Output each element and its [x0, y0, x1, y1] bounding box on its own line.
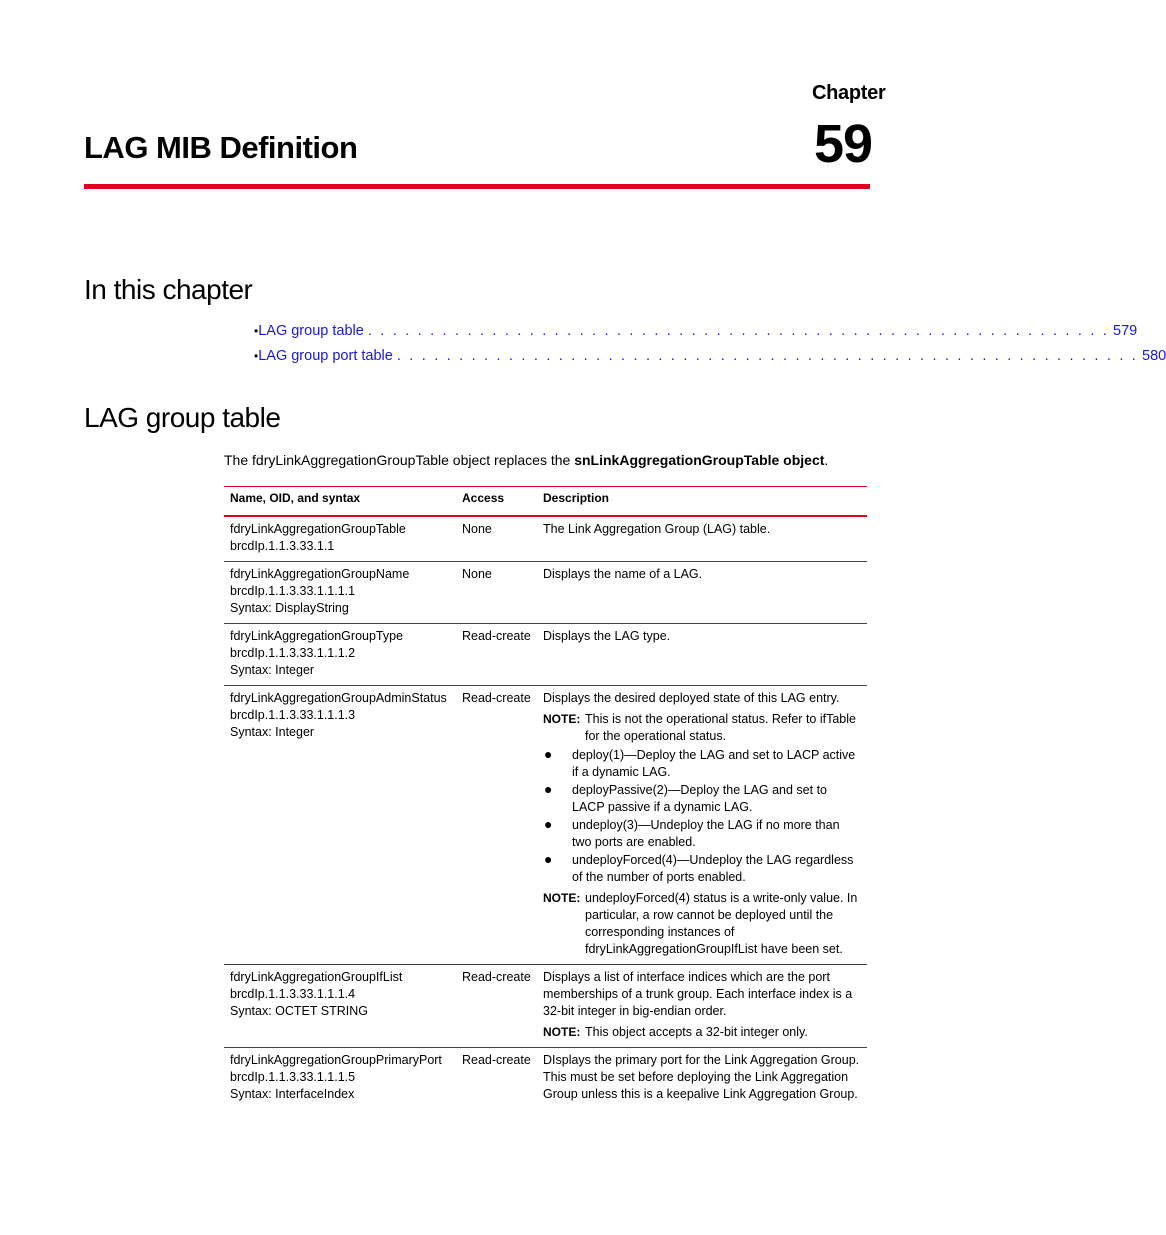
toc-item-label[interactable]: LAG group table [258, 323, 364, 339]
cell-description [537, 624, 867, 686]
bullet-icon: ● [544, 816, 553, 832]
cell-description [537, 516, 867, 562]
bullet-icon: • [254, 349, 259, 363]
intro-text-end: . [824, 452, 829, 468]
column-header-access: Access [456, 487, 537, 517]
toc-item-page[interactable]: 579 [1113, 323, 1138, 339]
chapter-rule [84, 184, 870, 189]
object-oid: brcdIp.1.1.3.33.1.1.1.2 [230, 646, 356, 660]
object-syntax: Syntax: DisplayString [230, 601, 349, 615]
object-syntax: Syntax: Integer [230, 663, 315, 677]
cell-access: Read-create [462, 1053, 531, 1067]
toc-leader: . . . . . . . . . . . . . . . . . . . . . . . . . . . . . . . . . . . . . . . . . . . . . . . . . . . . . . . . . . . . [367, 323, 1110, 339]
object-syntax: Syntax: InterfaceIndex [230, 1087, 355, 1101]
column-header-name: Name, OID, and syntax [224, 487, 456, 517]
description-text: Displays the name of a LAG. [543, 567, 703, 581]
object-name: fdryLinkAggregationGroupIfList [230, 970, 403, 984]
table-row [224, 1048, 867, 1110]
list-item-text: undeployForced(4)—Undeploy the LAG regardless of the number of ports enabled. [572, 853, 854, 884]
cell-name [224, 686, 456, 965]
cell-name [224, 516, 456, 562]
list-item [543, 852, 861, 886]
note [543, 1024, 861, 1041]
bullet-icon: ● [544, 851, 553, 867]
cell-description [537, 1048, 867, 1110]
toc-item-page[interactable]: 580 [1142, 348, 1166, 364]
description-text: Displays the LAG type. [543, 629, 671, 643]
list-item [543, 817, 861, 851]
cell-name [224, 1048, 456, 1110]
bullet-icon: ● [544, 746, 553, 762]
list-item-text: deploy(1)—Deploy the LAG and set to LACP active if a dynamic LAG. [572, 748, 856, 779]
object-name: fdryLinkAggregationGroupType [230, 629, 404, 643]
list-item-text: undeploy(3)—Undeploy the LAG if no more than two ports are enabled. [572, 818, 840, 849]
object-name: fdryLinkAggregationGroupName [230, 567, 410, 581]
object-syntax: Syntax: OCTET STRING [230, 1004, 368, 1018]
description-text: Displays a list of interface indices which are the port memberships of a trunk group. Each interface index is a 32-bit integer in big-endian order. [543, 970, 853, 1018]
note-text: This is not the operational status. Refer to ifTable for the operational status. [585, 712, 856, 743]
note [543, 890, 861, 958]
note-text: undeployForced(4) status is a write-only value. In particular, a row cannot be deployed until the corresponding instances of fdryLinkAggregationGroupIfList have been set. [585, 891, 858, 956]
object-name: fdryLinkAggregationGroupPrimaryPort [230, 1053, 442, 1067]
note [543, 711, 861, 745]
description-text: The Link Aggregation Group (LAG) table. [543, 522, 771, 536]
table-header-row [224, 487, 867, 517]
object-name: fdryLinkAggregationGroupTable [230, 522, 406, 536]
list-item [543, 782, 861, 816]
object-oid: brcdIp.1.1.3.33.1.1.1.3 [230, 708, 356, 722]
bullet-icon: ● [544, 781, 553, 797]
chapter-title: LAG MIB Definition [84, 130, 358, 165]
cell-name [224, 624, 456, 686]
intro-text: The fdryLinkAggregationGroupTable object replaces the [224, 452, 575, 468]
table-row [224, 965, 867, 1048]
toc-leader: . . . . . . . . . . . . . . . . . . . . . . . . . . . . . . . . . . . . . . . . . . . . . . . . . . . . . . . . . . . . [396, 348, 1139, 364]
table-row [224, 516, 867, 562]
note-text: This object accepts a 32-bit integer only. [585, 1025, 808, 1039]
cell-name [224, 562, 456, 624]
list-item [543, 747, 861, 781]
object-syntax: Syntax: Integer [230, 725, 315, 739]
note-label: NOTE: [543, 1025, 581, 1039]
intro-paragraph [224, 452, 828, 468]
bullet-icon: • [254, 324, 259, 338]
object-oid: brcdIp.1.1.3.33.1.1.1.4 [230, 987, 356, 1001]
cell-description [537, 562, 867, 624]
table-row [224, 686, 867, 965]
cell-access: Read-create [456, 686, 537, 965]
cell-description [537, 686, 867, 965]
cell-access: None [456, 516, 537, 562]
object-oid: brcdIp.1.1.3.33.1.1.1.1 [230, 584, 356, 598]
cell-name [224, 965, 456, 1048]
description-text: Displays the desired deployed state of this LAG entry. [543, 691, 840, 705]
object-oid: brcdIp.1.1.3.33.1.1.1.5 [230, 1070, 356, 1084]
section-heading: LAG group table [84, 402, 281, 433]
list-item-text: deployPassive(2)—Deploy the LAG and set to LACP passive if a dynamic LAG. [572, 783, 827, 814]
toc-heading: In this chapter [84, 274, 253, 305]
cell-access: Read-create [456, 965, 537, 1048]
cell-description [537, 965, 867, 1048]
intro-bold-object: snLinkAggregationGroupTable object [574, 452, 825, 468]
table-row [224, 624, 867, 686]
mib-table [224, 486, 867, 1109]
cell-access: Read-create [456, 624, 537, 686]
chapter-label: Chapter [812, 82, 886, 104]
toc-item[interactable] [254, 323, 1138, 339]
note-label: NOTE: [543, 891, 581, 905]
toc-item[interactable] [254, 348, 1166, 364]
column-header-description: Description [537, 487, 867, 517]
chapter-number: 59 [814, 114, 873, 174]
toc-item-label[interactable]: LAG group port table [258, 348, 393, 364]
cell-access: None [456, 562, 537, 624]
table-row [224, 562, 867, 624]
description-text: DIsplays the primary port for the Link Aggregation Group. This must be set before deploying the Link Aggregation Group unless this is a keepalive Link Aggregation Group. [543, 1053, 860, 1101]
object-oid: brcdIp.1.1.3.33.1.1 [230, 539, 335, 553]
note-label: NOTE: [543, 712, 581, 726]
bullet-list [543, 747, 861, 886]
object-name: fdryLinkAggregationGroupAdminStatus [230, 691, 447, 705]
